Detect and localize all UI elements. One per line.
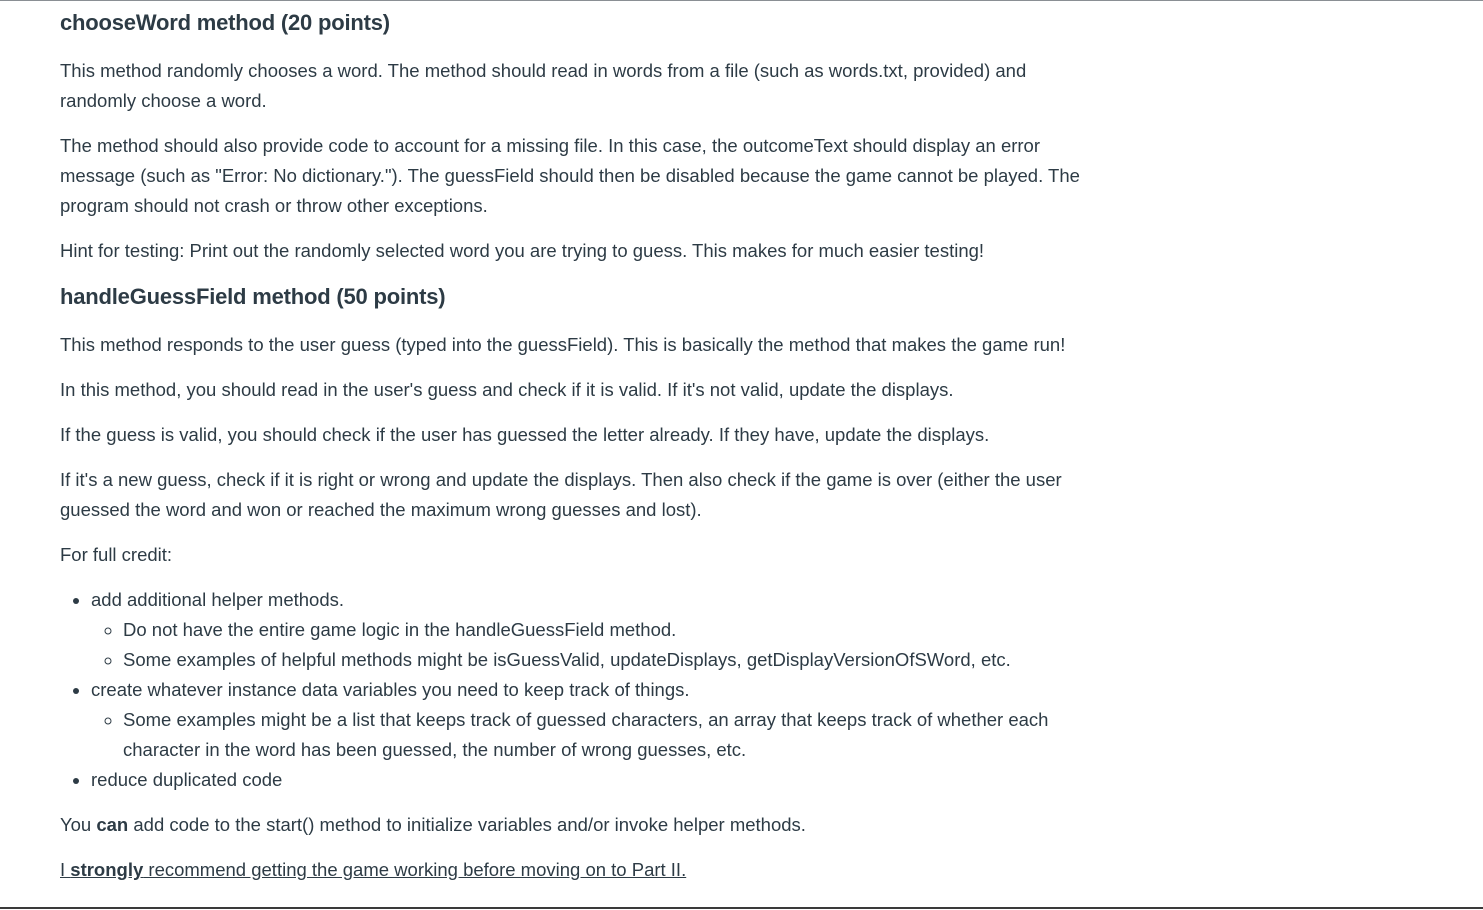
- paragraph-strongly: [60, 855, 1105, 885]
- text-fragment: add code to the start() method to initialize variables and/or invoke helper methods.: [128, 814, 806, 835]
- sub-list-item: ◦ Some examples might be a list that keeps track of guessed characters, an array that keeps track of whether each character in the word has been guessed, the number of wrong guesses, etc.: [123, 705, 1105, 765]
- top-divider: [0, 0, 1483, 1]
- list-item: [91, 675, 1105, 765]
- text-fragment: recommend getting the game working before moving on to Part II.: [143, 859, 687, 880]
- paragraph: For full credit:: [60, 544, 173, 565]
- paragraph: If it's a new guess, check if it is right or wrong and update the displays. Then also check if the game is over (either the user guessed the word and won or reached the maximum wrong guesses and lost).: [60, 469, 1062, 520]
- sub-list-item: ◦ Do not have the entire game logic in the handleGuessField method.: [123, 615, 1105, 645]
- bottom-divider: [0, 907, 1483, 909]
- sub-list-item: ◦ Some examples of helpful methods might be isGuessValid, updateDisplays, getDisplayVersionOfSWord, etc.: [123, 645, 1105, 675]
- paragraph: If the guess is valid, you should check if the user has guessed the letter already. If they have, update the displays.: [60, 424, 990, 445]
- list-item: [91, 765, 1105, 795]
- bold-strongly: strongly: [70, 859, 144, 880]
- section-heading-chooseword: chooseWord method (20 points): [60, 10, 390, 35]
- bold-can: can: [96, 814, 129, 835]
- paragraph-can: [60, 810, 1105, 840]
- paragraph: This method responds to the user guess (typed into the guessField). This is basically the method that makes the game run!: [60, 334, 1066, 355]
- text-fragment: I: [60, 859, 71, 880]
- list-item-text: create whatever instance data variables you need to keep track of things.: [91, 679, 690, 700]
- paragraph: In this method, you should read in the user's guess and check if it is valid. If it's not valid, update the displays.: [60, 379, 954, 400]
- list-item-text: add additional helper methods.: [91, 589, 345, 610]
- paragraph: This method randomly chooses a word. The method should read in words from a file (such as words.txt, provided) and randomly choose a word.: [60, 60, 1027, 111]
- sub-list: [91, 705, 1105, 765]
- assignment-content: [60, 8, 1105, 885]
- text-fragment: You: [60, 814, 97, 835]
- section-heading-handleguessfield: handleGuessField method (50 points): [60, 284, 446, 309]
- sub-list: [91, 615, 1105, 675]
- paragraph: Hint for testing: Print out the randomly selected word you are trying to guess. This makes for much easier testing!: [60, 240, 985, 261]
- paragraph: The method should also provide code to account for a missing file. In this case, the outcomeText should display an error message (such as "Error: No dictionary."). The guessField should then be disabled because the game cannot be played. The program should not crash or throw other exceptions.: [60, 135, 1080, 216]
- credit-list: [60, 585, 1105, 795]
- list-item-text: reduce duplicated code: [91, 769, 283, 790]
- list-item: [91, 585, 1105, 675]
